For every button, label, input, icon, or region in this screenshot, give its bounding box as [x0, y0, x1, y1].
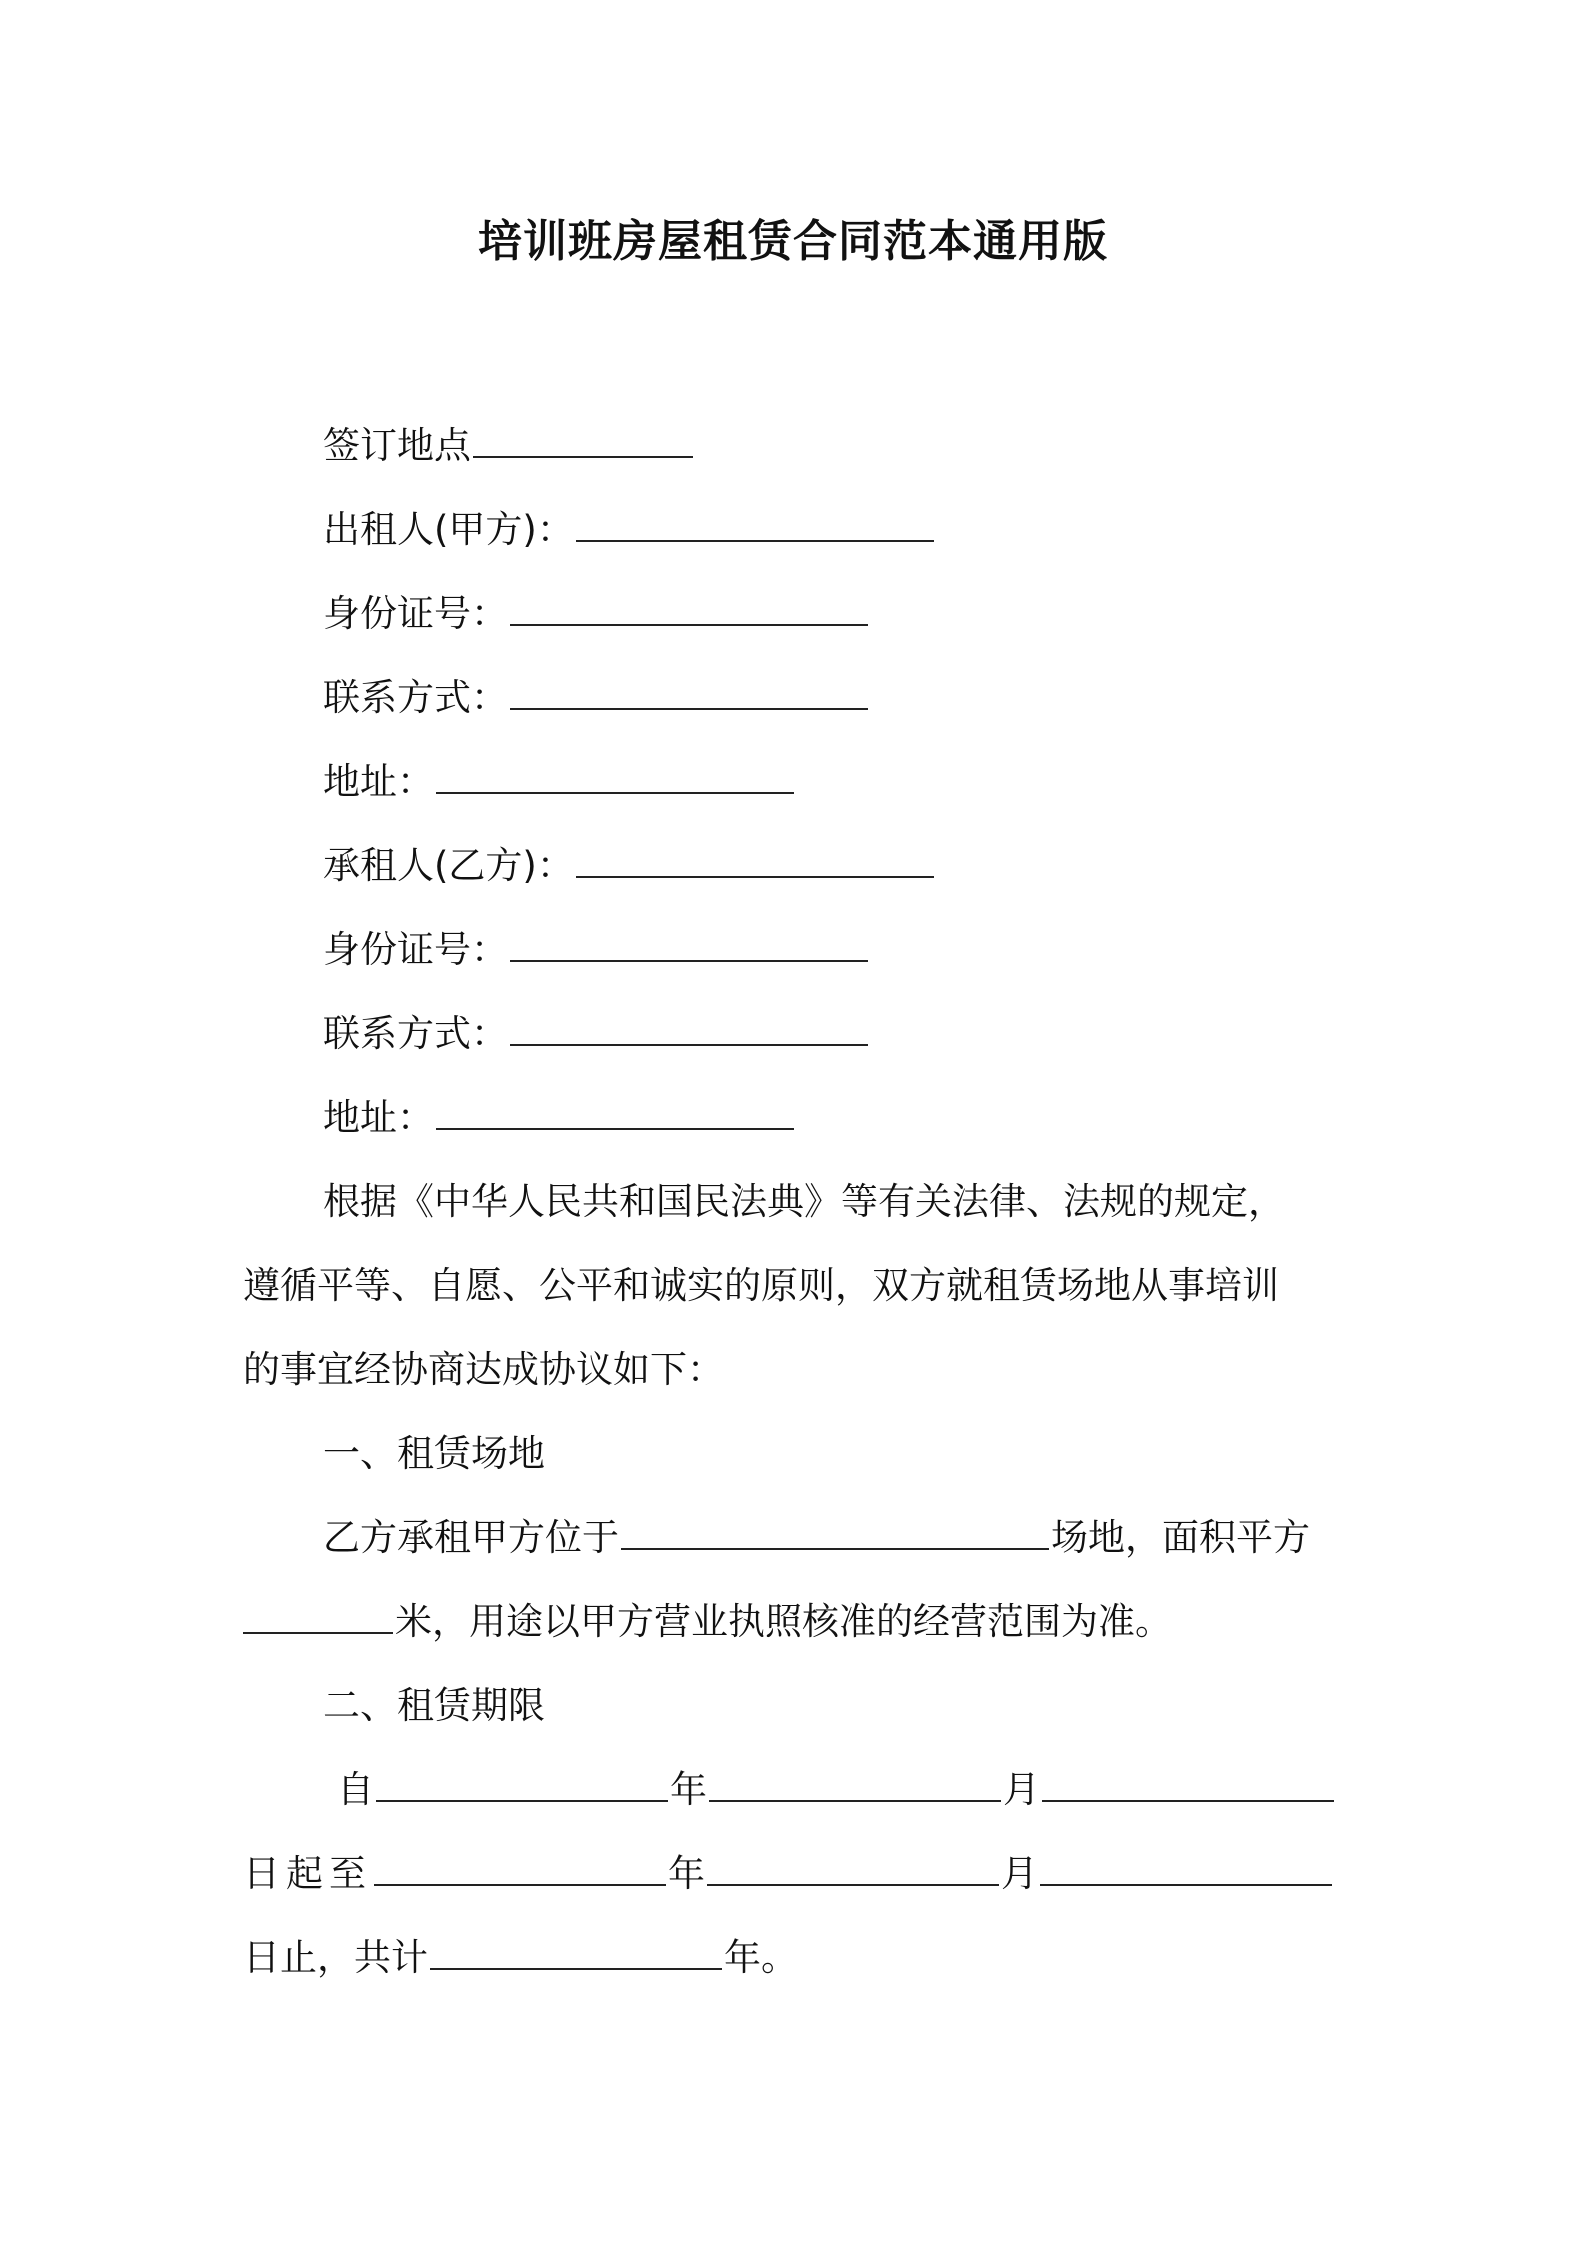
- contract-body: [243, 404, 1351, 2000]
- section-1-text-c: 米，用途以甲方营业执照核准的经营范围为准。: [395, 1600, 1172, 1643]
- lessor-address-blank[interactable]: [436, 758, 794, 794]
- lessor-id-line: [243, 572, 1351, 656]
- end-year-blank[interactable]: [374, 1850, 666, 1886]
- sign-place-label: 签订地点: [323, 424, 471, 467]
- start-year-blank[interactable]: [376, 1766, 668, 1802]
- section-2-line-2: [243, 1832, 1351, 1916]
- lessee-id-blank[interactable]: [510, 926, 868, 962]
- lessee-address-label: 地址：: [323, 1096, 434, 1139]
- preamble-line-3: 的事宜经协商达成协议如下：: [243, 1348, 724, 1391]
- section-2-line-1: [243, 1748, 1351, 1832]
- section-2-heading: 二、租赁期限: [323, 1684, 545, 1727]
- section-1-text-b: 场地，面积平方: [1051, 1516, 1310, 1559]
- lessee-blank[interactable]: [576, 842, 934, 878]
- lessee-label: 承租人(乙方)：: [323, 844, 574, 887]
- location-blank[interactable]: [621, 1514, 1049, 1550]
- lessor-contact-blank[interactable]: [510, 674, 868, 710]
- section-1-line-1: [243, 1496, 1351, 1580]
- lessee-contact-line: [243, 992, 1351, 1076]
- lessee-address-line: [243, 1076, 1351, 1160]
- lessor-address-line: [243, 740, 1351, 824]
- end-month-blank[interactable]: [707, 1850, 999, 1886]
- section-1-text-a: 乙方承租甲方位于: [323, 1516, 619, 1559]
- lessor-id-blank[interactable]: [510, 590, 868, 626]
- year-total-label: 年。: [724, 1936, 798, 1979]
- end-day-blank[interactable]: [1040, 1850, 1332, 1886]
- document-title: 培训班房屋租赁合同范本通用版: [478, 216, 1108, 267]
- section-1-heading: 一、租赁场地: [323, 1432, 545, 1475]
- lessor-blank[interactable]: [576, 506, 934, 542]
- section-2-line-3: [243, 1916, 1351, 2000]
- section-1-line-2: [243, 1580, 1351, 1664]
- lessor-label: 出租人(甲方)：: [323, 508, 574, 551]
- month-label: 月: [1003, 1768, 1040, 1811]
- lessee-id-label: 身份证号：: [323, 928, 508, 971]
- preamble-line-2: 遵循平等、自愿、公平和诚实的原则，双方就租赁场地从事培训: [243, 1264, 1279, 1307]
- preamble-line-1: 根据《中华人民共和国民法典》等有关法律、法规的规定，: [323, 1180, 1285, 1223]
- lessor-contact-line: [243, 656, 1351, 740]
- start-day-blank[interactable]: [1042, 1766, 1334, 1802]
- lessor-line: [243, 488, 1351, 572]
- start-month-blank[interactable]: [709, 1766, 1001, 1802]
- area-blank[interactable]: [243, 1598, 393, 1634]
- lessor-address-label: 地址：: [323, 760, 434, 803]
- sign-place-line: [243, 404, 1351, 488]
- day-from-to-label: 日起至: [243, 1852, 372, 1895]
- lessee-contact-label: 联系方式：: [323, 1012, 508, 1055]
- day-end-label: 日止，共计: [243, 1936, 428, 1979]
- lessee-line: [243, 824, 1351, 908]
- month-label-2: 月: [1001, 1852, 1038, 1895]
- lessee-contact-blank[interactable]: [510, 1010, 868, 1046]
- total-years-blank[interactable]: [430, 1934, 722, 1970]
- sign-place-blank[interactable]: [473, 422, 693, 458]
- year-label-2: 年: [668, 1852, 705, 1895]
- lessor-id-label: 身份证号：: [323, 592, 508, 635]
- lessee-id-line: [243, 908, 1351, 992]
- lessor-contact-label: 联系方式：: [323, 676, 508, 719]
- lessee-address-blank[interactable]: [436, 1094, 794, 1130]
- year-label: 年: [670, 1768, 707, 1811]
- from-label: 自: [337, 1768, 374, 1811]
